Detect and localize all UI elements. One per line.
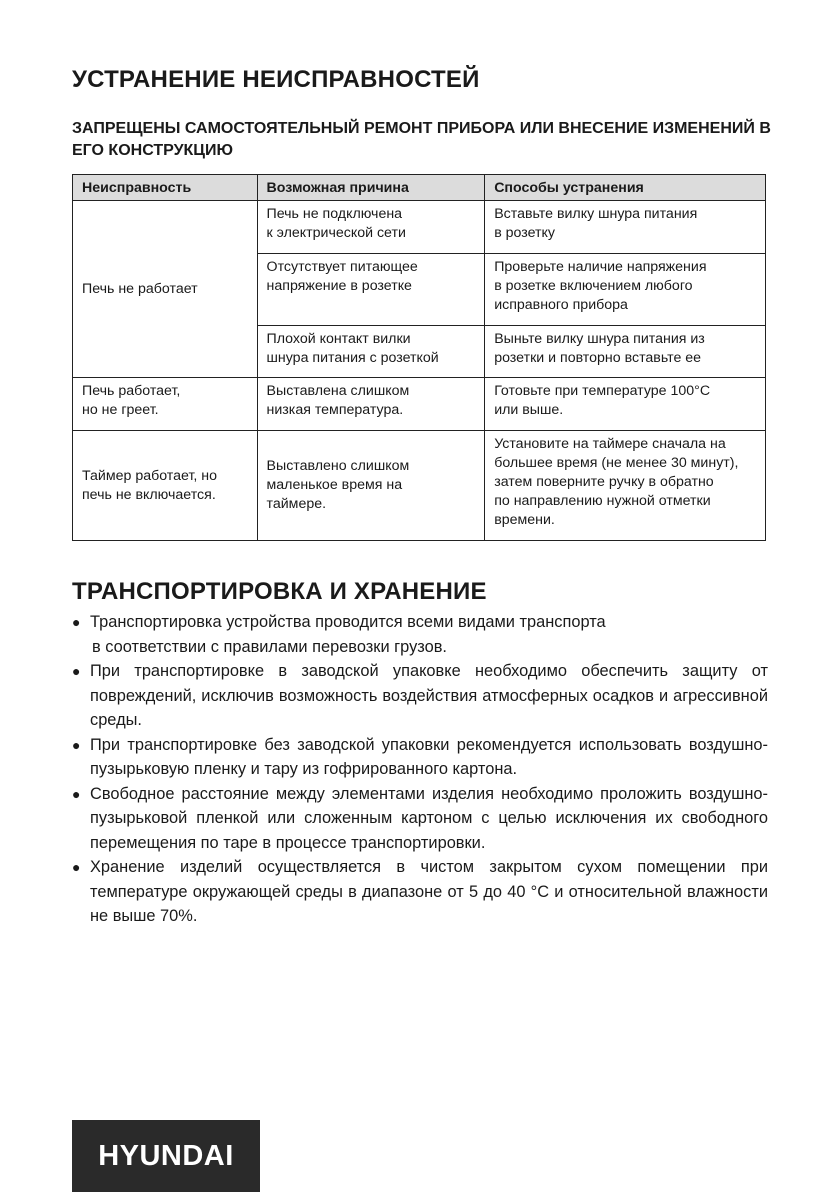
bullet-icon: ● (72, 663, 81, 679)
bullet-icon: ● (72, 736, 81, 753)
table-header-row (73, 175, 766, 201)
table-row (73, 378, 766, 431)
cause-cell (257, 378, 485, 431)
fault-text: Печь работает, но не греет. (82, 383, 181, 418)
cause-text: Выставлено слишком маленькое время на таймере. (266, 458, 410, 512)
list-item (72, 659, 768, 733)
bullet-icon: ● (72, 614, 81, 630)
remedy-cell (485, 431, 766, 541)
cause-cell (257, 201, 485, 254)
bullet-icon: ● (72, 859, 81, 875)
list-item-text: При транспортировке в заводской упаковке необходимо обеспечить защиту от повреждений, исключив возможность воздействия атмосферных осадков и агрессивной среды. (90, 662, 768, 729)
cause-text: Печь не подключена к электрической сети (266, 206, 406, 241)
list-item-continuation: в соответствии с правилами перевозки грузов. (92, 637, 447, 656)
cause-cell (257, 431, 485, 541)
remedy-cell (485, 254, 766, 326)
brand-logo (72, 1120, 260, 1192)
table-row (73, 201, 766, 254)
fault-cell (73, 431, 258, 541)
remedy-cell (485, 326, 766, 378)
remedy-text: Вставьте вилку шнура питания в розетку (494, 206, 698, 241)
fault-text: Таймер работает, но печь не включается. (82, 467, 217, 503)
cause-text: Плохой контакт вилки шнура питания с розеткой (266, 331, 439, 366)
fault-cell (73, 201, 258, 378)
repair-warning: ЗАПРЕЩЕНЫ САМОСТОЯТЕЛЬНЫЙ РЕМОНТ ПРИБОРА ИЛИ ВНЕСЕНИЕ ИЗМЕНЕНИЙ В ЕГО КОНСТРУКЦИЮ (72, 120, 771, 159)
brand-logo-text: HYUNDAI (98, 1139, 234, 1172)
cause-cell (257, 254, 485, 326)
cause-cell (257, 326, 485, 378)
transport-list (72, 610, 768, 929)
table-row (73, 431, 766, 541)
remedy-text: Установите на таймере сначала на большее время (не менее 30 минут), затем поверните ручку в обратно по направлению нужной отметки времени. (494, 436, 739, 528)
remedy-text: Проверьте наличие напряжения в розетке включением любого исправного прибора (494, 259, 707, 313)
troubleshooting-table (72, 174, 766, 541)
list-item (72, 782, 768, 856)
remedy-cell (485, 378, 766, 431)
list-item-text: Транспортировка устройства проводится всеми видами транспорта (90, 613, 606, 631)
list-item (72, 610, 768, 659)
troubleshooting-title: УСТРАНЕНИЕ НЕИСПРАВНОСТЕЙ (72, 66, 480, 93)
remedy-cell (485, 201, 766, 254)
list-item (72, 733, 768, 782)
list-item (72, 855, 768, 929)
remedy-text: Готовьте при температуре 100°С или выше. (494, 383, 711, 418)
fault-cell (73, 378, 258, 431)
header-cause: Возможная причина (257, 175, 485, 201)
fault-text: Печь не работает (82, 280, 198, 297)
list-item-text: Хранение изделий осуществляется в чистом закрытом сухом помещении при температуре окружающей среды в диапазоне от 5 до 40 °С и относительной влажности не выше 70%. (90, 858, 768, 925)
header-remedy: Способы устранения (485, 175, 766, 201)
list-item-text: При транспортировке без заводской упаковки рекомендуется использовать воздушно-пузырьковую пленку и тару из гофрированного картона. (90, 735, 768, 778)
list-item-text: Свободное расстояние между элементами изделия необходимо проложить воздушно-пузырьковой пленкой или сложенным картоном с целью исключения их свободного перемещения по таре в процессе транспортировки. (90, 784, 768, 852)
transport-title: ТРАНСПОРТИРОВКА И ХРАНЕНИЕ (72, 578, 487, 605)
remedy-text: Выньте вилку шнура питания из розетки и повторно вставьте ее (494, 331, 705, 366)
cause-text: Выставлена слишком низкая температура. (266, 383, 410, 418)
bullet-icon: ● (72, 785, 81, 802)
header-fault: Неисправность (73, 175, 258, 201)
cause-text: Отсутствует питающее напряжение в розетке (266, 259, 418, 294)
